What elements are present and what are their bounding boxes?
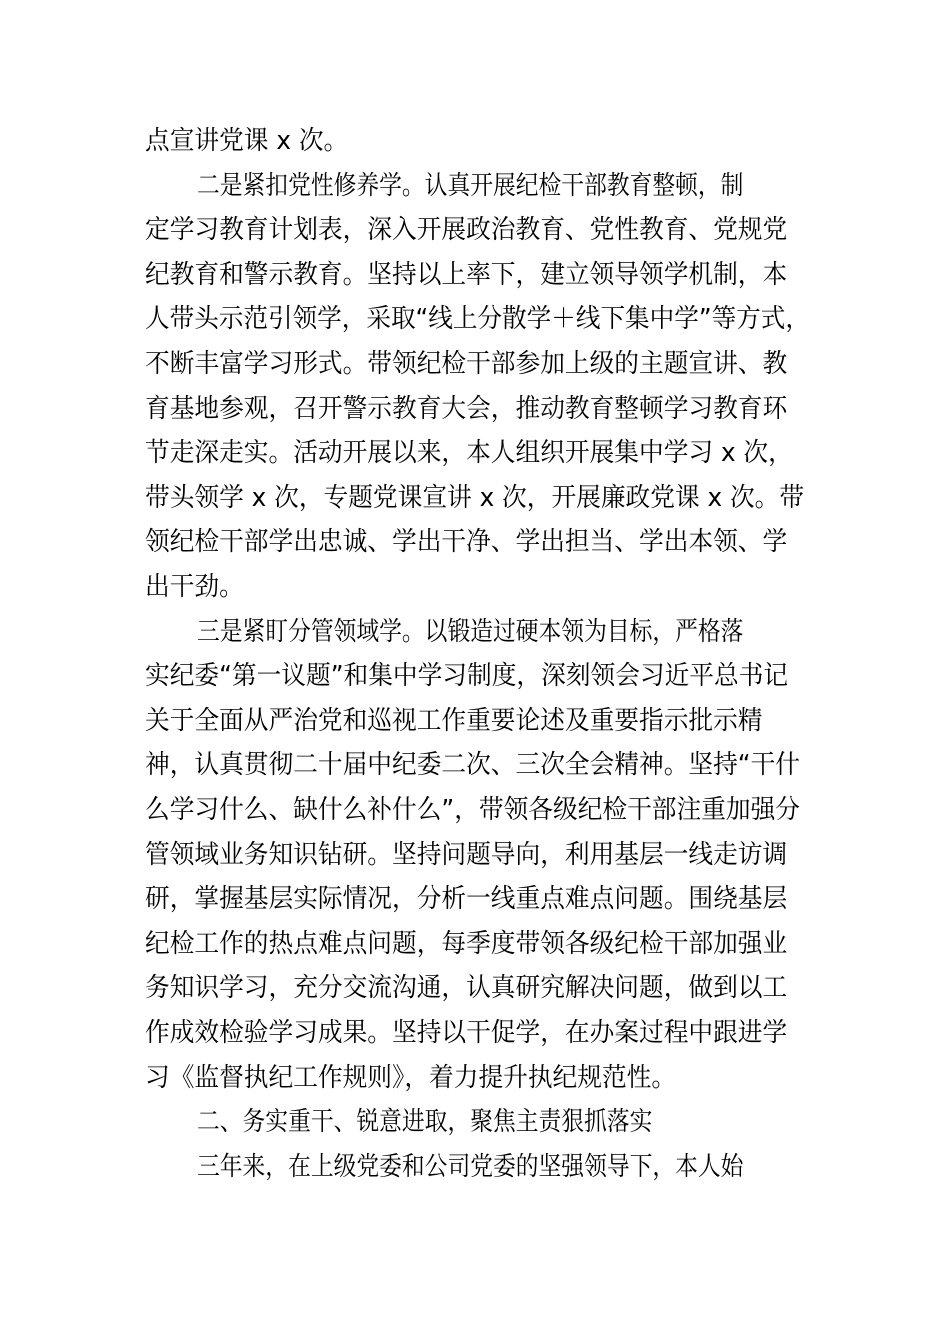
- text-line: 关于全面从严治党和巡视工作重要论述及重要指示批示精: [145, 706, 763, 736]
- paragraph-start: 三是紧盯分管领域学。以锻造过硬本领为目标，严格落: [197, 617, 744, 647]
- text-line: 纪教育和警示教育。坚持以上率下，建立领导领学机制，本: [145, 260, 788, 290]
- text-line: 神，认真贯彻二十届中纪委二次、三次全会精神。坚持“干什: [145, 750, 801, 780]
- text-line: 研，掌握基层实际情况，分析一线重点难点问题。围绕基层: [145, 884, 788, 914]
- text-line: 作成效检验学习成果。坚持以干促学，在办案过程中跟进学: [145, 1018, 788, 1048]
- text-line: 人带头示范引领学，采取“线上分散学＋线下集中学”等方式，: [145, 304, 810, 334]
- paragraph-start: 二是紧扣党性修养学。认真开展纪检干部教育整顿，制: [197, 171, 744, 201]
- text-line: 育基地参观，召开警示教育大会，推动教育整顿学习教育环: [145, 394, 788, 424]
- text-line: 实纪委“第一议题”和集中学习制度，深刻领会习近平总书记: [145, 661, 789, 691]
- text-line: 定学习教育计划表，深入开展政治教育、党性教育、党规党: [145, 215, 788, 245]
- section-heading: 二、务实重干、锐意进取，聚焦主责狠抓落实: [197, 1107, 653, 1137]
- paragraph-start: 三年来，在上级党委和公司党委的坚强领导下，本人始: [197, 1152, 744, 1182]
- text-line: 务知识学习，充分交流沟通，认真研究解决问题，做到以工: [145, 973, 788, 1003]
- text-line: 习《监督执纪工作规则》，着力提升执纪规范性。: [145, 1063, 677, 1093]
- text-line: 点宣讲党课 x 次。: [145, 126, 349, 156]
- text-line: 么学习什么、缺什么补什么”，带领各级纪检干部注重加强分: [145, 795, 801, 825]
- text-line: 领纪检干部学出忠诚、学出干净、学出担当、学出本领、学: [145, 527, 788, 557]
- text-line: 带头领学 x 次，专题党课宣讲 x 次，开展廉政党课 x 次。带: [145, 483, 805, 513]
- text-line: 管领域业务知识钻研。坚持问题导向，利用基层一线走访调: [145, 840, 788, 870]
- text-line: 节走深走实。活动开展以来，本人组织开展集中学习 x 次，: [145, 438, 793, 468]
- text-line: 出干劲。: [145, 572, 244, 602]
- text-line: 不断丰富学习形式。带领纪检干部参加上级的主题宣讲、教: [145, 349, 788, 379]
- text-line: 纪检工作的热点难点问题，每季度带领各级纪检干部加强业: [145, 929, 788, 959]
